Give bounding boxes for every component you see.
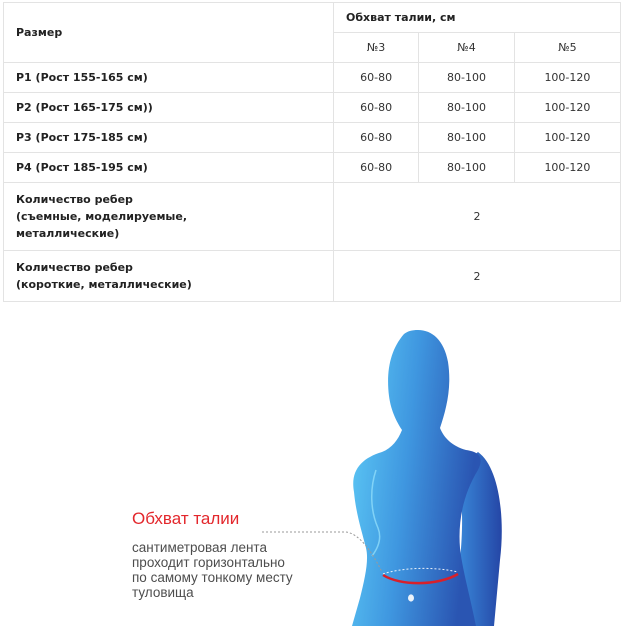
column-header-3: №3 [334,33,419,63]
column-header-4: №4 [419,33,515,63]
mannequin-body [352,330,481,626]
label-line: (короткие, металлические) [16,278,192,291]
cell-value: 100-120 [514,123,620,153]
label-line: металлические) [16,227,120,240]
cell-value: 80-100 [419,123,515,153]
column-header-5: №5 [514,33,620,63]
cell-value: 100-120 [514,153,620,183]
row-label: P4 (Рост 185-195 см) [4,153,334,183]
cell-value: 80-100 [419,153,515,183]
label-line: Количество ребер [16,193,133,206]
annotation-description [132,540,362,600]
cell-value: 100-120 [514,63,620,93]
table-row [4,93,621,123]
waist-header: Обхват талии, см [334,3,621,33]
annotation-title: Обхват талии [132,509,240,528]
description-line: проходит горизонтально [132,555,285,570]
row-label: P2 (Рост 165-175 см)) [4,93,334,123]
table-row [4,63,621,93]
table-row [4,153,621,183]
navel-icon [408,594,414,601]
waist-annotation [132,508,362,600]
cell-value: 80-100 [419,93,515,123]
ribs-short-label [4,251,334,302]
table-row [4,123,621,153]
row-label: P3 (Рост 175-185 см) [4,123,334,153]
cell-value: 60-80 [334,93,419,123]
label-line: (съемные, моделируемые, [16,210,188,223]
description-line: туловища [132,585,194,600]
table-row-ribs-short [4,251,621,302]
ribs-removable-value: 2 [334,183,621,251]
cell-value: 100-120 [514,93,620,123]
size-header: Размер [4,3,334,63]
size-table [3,2,621,302]
ribs-short-value: 2 [334,251,621,302]
ribs-removable-label [4,183,334,251]
cell-value: 60-80 [334,63,419,93]
cell-value: 80-100 [419,63,515,93]
description-line: сантиметровая лента [132,540,267,555]
description-line: по самому тонкому месту [132,570,293,585]
row-label: P1 (Рост 155-165 см) [4,63,334,93]
cell-value: 60-80 [334,153,419,183]
table-row-ribs-removable [4,183,621,251]
label-line: Количество ребер [16,261,133,274]
cell-value: 60-80 [334,123,419,153]
